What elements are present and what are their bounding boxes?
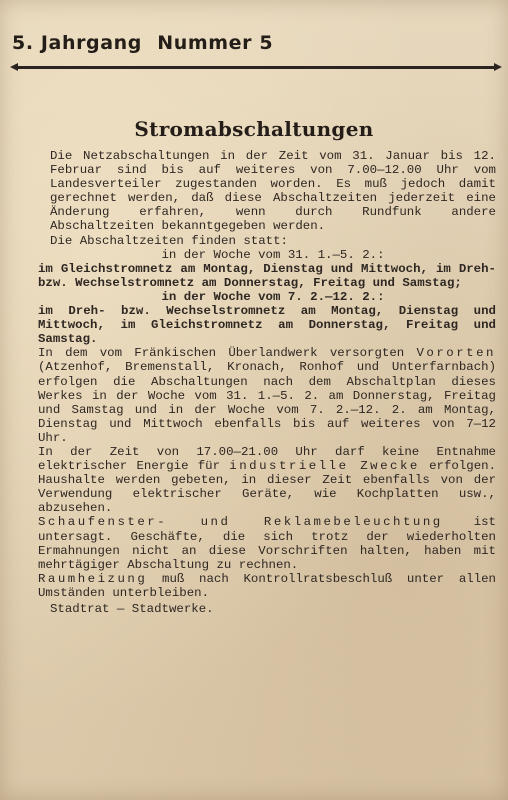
article-signature: Stadtrat — Stadtwerke. — [50, 602, 214, 616]
article-headline: Stromabschaltungen — [134, 117, 374, 141]
industry-text-b: erfolgen. Haushalte werden gebeten, in dieser Zeit ebenfalls von der Verwendung elektrischer Geräte, wie Kochplatten usw., abzusehen. — [38, 459, 497, 516]
heizung-emphasis: Raumheizung — [38, 571, 148, 586]
industry-emphasis: industrielle Zwecke — [229, 459, 420, 474]
heizung-text: muß nach Kontrollratsbeschluß unter allen Umständen unterbleiben. — [38, 571, 496, 600]
article-body — [38, 149, 497, 616]
article-paragraph-industry — [38, 445, 496, 515]
masthead — [12, 32, 273, 54]
article-paragraph-intro: Die Netzabschaltungen in der Zeit vom 31. Januar bis 12. Februar sind bis auf weiteres von 7.00—12.00 Uhr vom Landesverteiler zugestanden worden. Es muß jedoch damit gerechnet werden, daß diese Abschaltzeiten jederzeit eine Änderung erfahren, wenn durch Rundfunk andere Abschaltzeiten bekanntgegeben werden. — [50, 149, 496, 234]
article-paragraph-schaufenster — [38, 515, 496, 571]
schaufenster-text: ist untersagt. Geschäfte, die sich trotz der wiederholten Ermahnungen nicht an diese Vorschriften halten, haben mit mehrtägiger Abschaltung zu rechnen. — [38, 515, 496, 572]
vororte-emphasis: Vororten — [416, 346, 496, 361]
masthead-number: Nummer 5 — [157, 32, 274, 54]
article-paragraph-schedule: Die Abschaltzeiten finden statt: — [50, 233, 288, 248]
vororte-text-a: In dem vom Fränkischen Überlandwerk versorgten — [38, 346, 417, 361]
week-heading-2: in der Woche vom 7. 2.—12. 2.: — [161, 289, 385, 304]
industry-text-a: In der Zeit von 17.00—21.00 Uhr darf keine Entnahme elektrischer Energie für — [38, 444, 496, 474]
article-paragraph-vororte — [38, 346, 496, 445]
week-text-2: im Dreh- bzw. Wechselstromnetz am Montag, Dienstag und Mittwoch, im Gleichstromnetz am Donnerstag, Freitag und Samstag. — [38, 304, 496, 347]
vororte-text-b: (Atzenhof, Bremenstall, Kronach, Ronhof und Unterfarnbach) erfolgen die Abschaltungen nach dem Abschaltplan dieses Werkes in der Woche vom 31. 1.—5. 2. am Donnerstag, Freitag und Samstag und in der Woche vom 7. 2.—12. 2. am Montag, Dienstag und Mittwoch ebenfalls bis auf weiteres von 7—12 Uhr. — [38, 360, 496, 445]
week-heading-1: in der Woche vom 31. 1.—5. 2.: — [161, 247, 385, 262]
masthead-volume: 5. Jahrgang — [12, 32, 142, 54]
article-paragraph-heizung — [38, 572, 496, 600]
schaufenster-emphasis: Schaufenster- und Reklamebeleuchtung — [38, 515, 443, 530]
week-text-1: im Gleichstromnetz am Montag, Dienstag und Mittwoch, im Dreh- bzw. Wechselstromnetz am Donnerstag, Freitag und Samstag; — [38, 261, 496, 290]
masthead-rule — [18, 66, 494, 69]
